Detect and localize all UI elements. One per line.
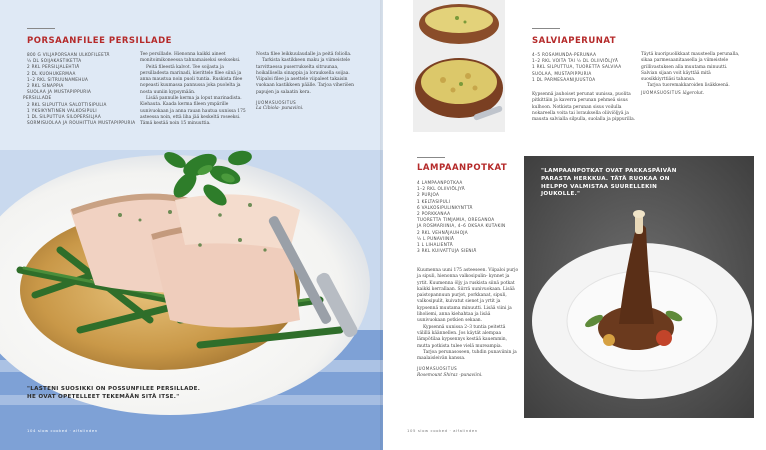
ingredient-item: 2 PORKKANAA bbox=[417, 211, 451, 217]
pull-quote-left: "LASTENI SUOSIKKI ON POSSUNFILEE PERSILLADE. HE OVAT OPETELLEET TEKEMÄÄN SITÄ ITSE." bbox=[27, 386, 201, 400]
ingredient-item: 2 DL KUOHUKERMAA bbox=[27, 70, 76, 76]
ingredient-item: 6 VALKOSIPULINKYNTTÄ bbox=[417, 204, 473, 210]
ingredient-item: ½ DL SOIJAKASTIKETTA bbox=[27, 58, 82, 64]
page-folio-right: 105 slow cooked · alfalinden bbox=[407, 428, 478, 433]
recipe-title-lamb: LAMPAANPOTKAT bbox=[417, 163, 508, 173]
ingredient-item: 2 PURJOA bbox=[417, 192, 440, 198]
paragraph: Tarjoa tuoremakkaroiden lisäkkeenä. bbox=[647, 83, 730, 89]
paragraph: Nosta filee leikkuulaudalle ja peitä foliolla. bbox=[256, 52, 352, 57]
paragraph: Lisää pannulle kerma ja loput marinadista. Kiehauta. Kaada kerma fileen ympärille uunivuokaan ja anna rauan hautua uunissa 175 asteessa noin, että liha jää keskeltä roseeksi. Tämä kestää noin 15 minuuttia. bbox=[140, 96, 246, 127]
ingredient-item: 800 G VILJAPORSAAN ULKOFILEETÄ bbox=[27, 52, 110, 57]
ingredient-item: 2 RKL VEHNÄJAUHOJA bbox=[417, 229, 468, 235]
ingredient-item: 1–2 RKL VOITA TAI ½ DL OLIIVIÖLJYÄ bbox=[532, 58, 619, 64]
paragraph: Täytä kuoripuolikkaat mausteella perunalla, sikaa parmesaanitaasella ja viimeistele grillivastuksen alla muutama minuutti. Salvian sijaan voit käyttää mitä suosikkiyrttiäsi tahansa. bbox=[641, 52, 740, 83]
ingredient-item: 3 RKL KUIVATTUJA SIENIÄ bbox=[417, 248, 477, 254]
pull-quote-right: "LAMPAANPOTKAT OVAT PAKKASPÄIVÄN PARASTA HERKKUA. TÄTÄ RUOKAA ON HELPPO VALMISTAA SUURELLEKIN JOUKOLLE." bbox=[541, 168, 677, 198]
paragraph: Peitä fileestä kalvot. Tee soijasta ja persilladesta marinadi, kierittele filee siinä ja anna maustua noin puoli tuntia. Ruskista filee nopeasti kuumassa pannussa joka puolelta ja nosta uuniin kypsymään. bbox=[140, 64, 243, 95]
wine-suggestion: La Cibiola- punaviini. bbox=[256, 106, 304, 112]
ingredient-item: 4 LAMPAANPOTKAA bbox=[417, 180, 463, 185]
title-rule bbox=[417, 157, 445, 158]
ingredient-list-pork bbox=[23, 52, 139, 126]
ingredient-item: 4–5 ROSAMUNDA-PERUNAA bbox=[532, 52, 597, 57]
ingredient-item: ½ L PUNAVIINIÄ bbox=[417, 235, 455, 241]
paragraph: Kuumenna uuni 175 asteeseen. Viipaloi purjo ja sipuli, hienonna valkosipulin- kynnet ja yrtit. Kuumenna öljy ja ruskista siinä potkat kaikki kerrallaan. Siirrä uunivuokaan. Lisää paistopannuun purjot, porkkanat, sipuli, valkosipulit, kuivatut sienet ja yrtit ja kypsennä muutama minuutti. Lisää viini ja liholiemi, anna kiehahtaa ja lisää uunivuokaan potkien sekaan. bbox=[417, 268, 519, 324]
page-folio-left: 104 slow cooked · alfalinden bbox=[27, 428, 98, 433]
wine-suggestion: lägerolut. bbox=[682, 90, 705, 96]
ingredient-item: TUORETTA TIMJAMIA, OREGANOA bbox=[417, 217, 495, 223]
paragraph: Kypsennä jauhoiset perunat uunissa, puolita pitkittäin ja kaverra perunan pehmeä sisus kulhoon. Notkista perunan sisus voilulla nokareella voita tai lorauksella oliiviöljyä ja mausta salvialla silpulla, suolalla ja pippurilla. bbox=[532, 92, 636, 123]
ingredient-list-salvia bbox=[532, 52, 644, 83]
wine-label: JUOMASUOSITUS bbox=[417, 366, 458, 372]
ingredient-list-lamb bbox=[417, 180, 529, 254]
method-text-pork-1 bbox=[140, 52, 248, 128]
method-text-salvia-2 bbox=[641, 52, 745, 97]
ingredient-item: 2 RKL SINAPPIA bbox=[27, 83, 64, 89]
method-text-pork-2 bbox=[256, 52, 356, 113]
ingredient-item: 1–2 RKL OLIIVIÖLJYÄ bbox=[417, 186, 465, 192]
title-rule bbox=[532, 28, 560, 29]
ingredient-item: SUOLAA JA MUSTAPIPPURIA bbox=[27, 89, 92, 95]
ingredient-item: 1 L LIHALIENTÄ bbox=[417, 242, 453, 248]
stuffed-potatoes-photo bbox=[413, 0, 505, 132]
ingredient-item: 1 DL PARMESAANIJUUSTOA bbox=[532, 76, 596, 82]
ingredient-item: 1 DL SILPUTTUA SILOPERSILJAA bbox=[27, 114, 102, 120]
ingredient-item: 1 RKL SILPUTTUA, TUORETTA SALVIAA bbox=[532, 64, 622, 70]
paragraph: Kypsennä uunissa 2–3 tuntia peitettä välillä käännellen. Jos käytät alempaa lämpötilaa kypsennys kestää kauemmin, mutta potkista tulee vielä mureampia. bbox=[417, 324, 507, 349]
ingredient-item: SORMISUOLAA JA ROUHITTUA MUSTAPIPPURIA bbox=[27, 120, 136, 126]
ingredient-item: 2 RKL SILPUTTUA SALOTTISIPULIA bbox=[27, 101, 107, 107]
ingredient-item: 1 YKSIKYNTINEN VALKOSIPULI bbox=[27, 107, 97, 113]
wine-label: JUOMASUOSITUS bbox=[256, 100, 297, 106]
recipe-title-salvia: SALVIAPERUNAT bbox=[532, 36, 617, 46]
ingredient-item: 2 RKL PERSILJALEHTIÄ bbox=[27, 64, 80, 70]
ingredient-item: 1–2 RKL SITRUUNAMEHUA bbox=[27, 76, 89, 82]
ingredient-item: 1 KELTASIPULI bbox=[417, 198, 451, 204]
recipe-title-pork: PORSAANFILEE PERSILLADE bbox=[27, 36, 172, 46]
method-text-salvia-1 bbox=[532, 92, 640, 123]
wine-suggestion: Rosemount Shiraz -punaviini. bbox=[417, 372, 483, 378]
paragraph: Tee persillade. Hienonna kaikki aineet monitoimikoneessa tahnamaiseksi seokseksi. bbox=[140, 52, 241, 64]
paragraph: Tarkista kastikkeen maku ja viimeistele tarvittaessa puserrukselta sitruunaa, hoikallisella sinappia ja lorauksella soijaa. Viipaloi filee ja asettele viipaleet takaisin vuokaan kastikkeen päälle. Tarjoa viheriöen papujen ja salaatin kera. bbox=[256, 58, 354, 95]
right-page bbox=[383, 0, 766, 450]
ingredient-item: JA ROSMARIINIA, 4–6 OKSAA KUTAKIN bbox=[417, 223, 506, 229]
ingredient-subheading: PERSILLADE bbox=[23, 95, 52, 101]
wine-label: JUOMASUOSITUS bbox=[641, 89, 682, 95]
title-rule bbox=[27, 28, 55, 29]
ingredient-item: SUOLAA, MUSTAPIPPURIA bbox=[532, 70, 592, 76]
paragraph: Tarjoa perunasoseen, tuhdin punaviinin ja maalaisleivän kanssa. bbox=[417, 349, 517, 362]
method-text-lamb bbox=[417, 268, 519, 379]
